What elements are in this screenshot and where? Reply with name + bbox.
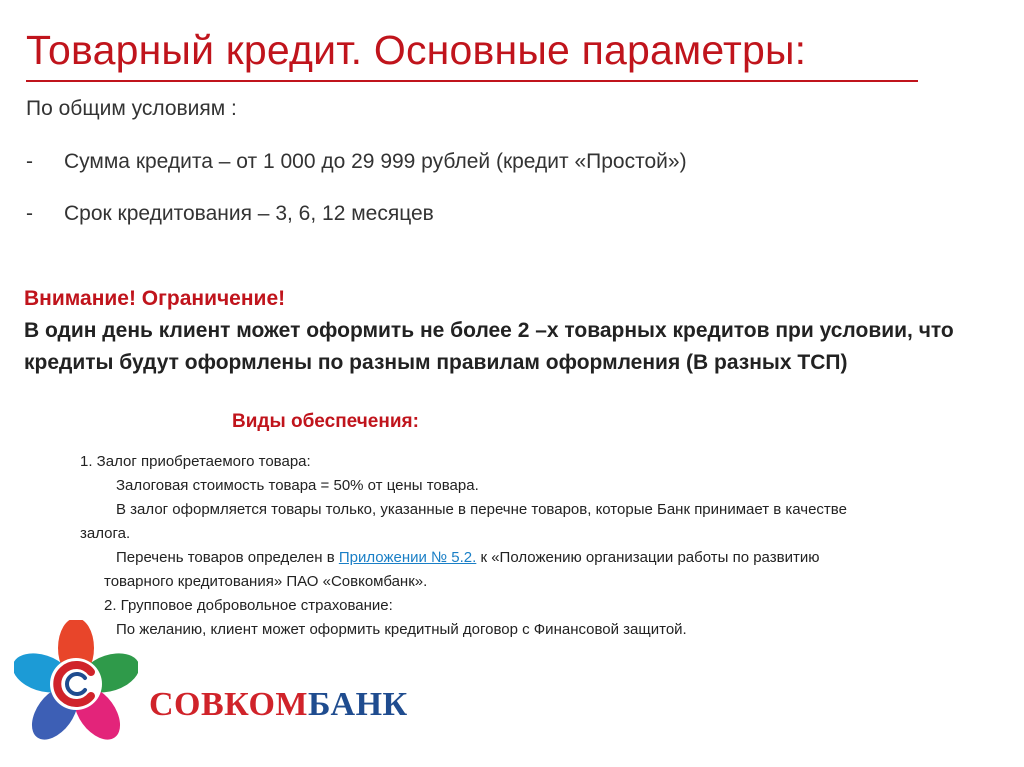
collateral-heading: Виды обеспечения: [232, 411, 419, 432]
collateral-list [80, 450, 1005, 642]
brand-part-1: СОВКОМ [149, 686, 309, 723]
pledge-list-post: к «Положению организации работы по развитию [476, 549, 820, 566]
brand-part-2: БАНК [308, 686, 408, 723]
list-dash: - [26, 202, 33, 225]
sovcombank-logo-icon [14, 620, 138, 744]
collateral-item-pledge-title: 1. Залог приобретаемого товара: [80, 453, 311, 470]
param-item-term [26, 202, 434, 226]
warning-text: В один день клиент может оформить не более 2 –х товарных кредитов при условии, что кредиты будут оформлены по разным правилам оформления (В разных ТСП) [24, 319, 954, 374]
collateral-pledge-goods-cont: залога. [80, 525, 131, 542]
param-text: Срок кредитования – 3, 6, 12 месяцев [64, 202, 434, 225]
brand-wordmark [149, 686, 408, 724]
param-text: Сумма кредита – от 1 000 до 29 999 рублей (кредит «Простой») [64, 150, 687, 173]
intro-text: По общим условиям : [26, 97, 237, 120]
collateral-item-insurance-title: 2. Групповое добровольное страхование: [104, 597, 393, 614]
collateral-insurance-text: По желанию, клиент может оформить кредитный договор с Финансовой защитой. [116, 621, 687, 638]
collateral-pledge-value: Залоговая стоимость товара = 50% от цены товара. [116, 477, 479, 494]
title-underline [26, 80, 918, 82]
param-item-amount [26, 150, 687, 174]
slide-title: Товарный кредит. Основные параметры: [26, 27, 807, 73]
collateral-pledge-goods: В залог оформляется товары только, указанные в перечне товаров, которые Банк принимает в качестве [116, 501, 847, 518]
collateral-pledge-list-cont: товарного кредитования» ПАО «Совкомбанк». [104, 573, 428, 590]
appendix-link[interactable]: Приложении № 5.2. [338, 549, 477, 566]
list-dash: - [26, 150, 33, 173]
warning-block [24, 283, 1004, 379]
pledge-list-pre: Перечень товаров определен в [116, 549, 339, 566]
warning-title: Внимание! Ограничение! [24, 287, 286, 310]
collateral-pledge-list [80, 546, 1005, 570]
